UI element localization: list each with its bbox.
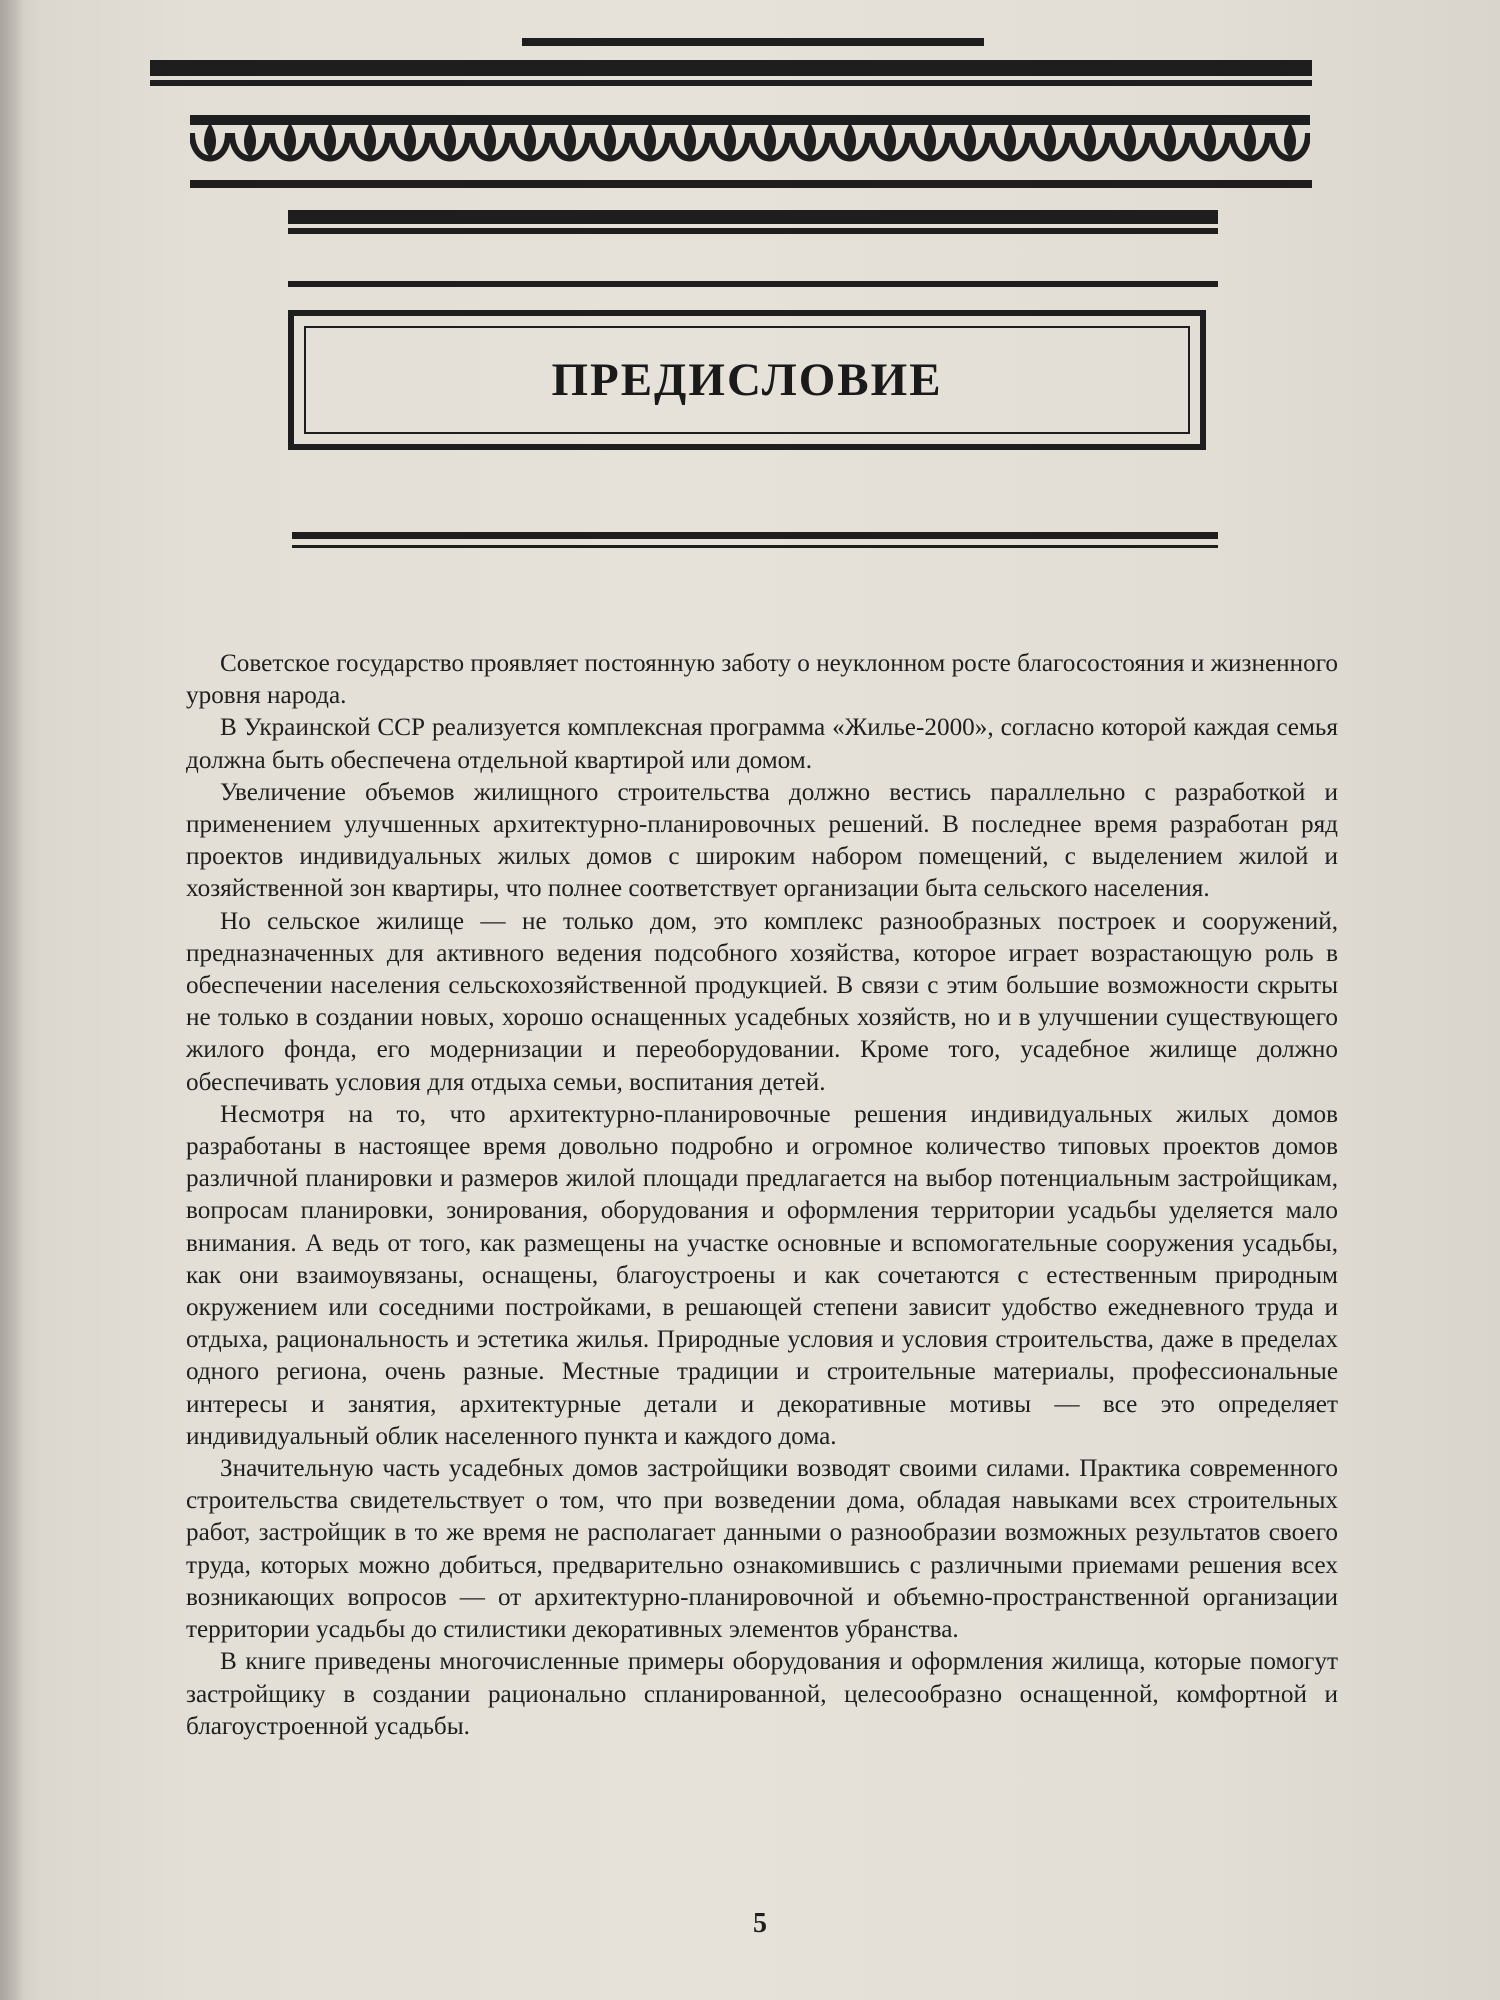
ornament-bar-mid-1	[288, 210, 1218, 224]
ornament-bar-top	[522, 38, 984, 46]
header-ornament	[0, 0, 1500, 560]
rope-ornament-icon	[190, 115, 1310, 175]
paragraph: Советское государство проявляет постоянную заботу о неуклонном росте благосостояния и жизненного уровня народа.	[186, 650, 1338, 710]
title-frame	[288, 310, 1206, 450]
paragraph: В книге приведены многочисленные примеры оборудования и оформления жилища, которые помогут застройщику в создании рационально спланированной, целесообразно оснащенной, комфортной и благоустроенной усадьбы.	[186, 1648, 1338, 1740]
divider-thin	[292, 545, 1218, 548]
ornament-bar-wide	[150, 60, 1312, 76]
ornament-bar-above-title	[288, 281, 1218, 287]
paragraph: Но сельское жилище — не только дом, это комплекс разнообразных построек и сооружений, предназначенных для активного ведения подсобного хозяйства, которое играет возрастающую роль в обеспечении населения сельскохозяйственной продукцией. В связи с этим большие возможности скрыты не только в создании новых, хорошо оснащенных усадебных хозяйств, но и в улучшении существующего жилого фонда, его модернизации и переоборудовании. Кроме того, усадебное жилище должно обеспечивать условия для отдыха семьи, воспитания детей.	[186, 907, 1338, 1096]
divider-thick	[292, 532, 1218, 539]
paragraph: Увеличение объемов жилищного строительства должно вестись параллельно с разработкой и применением улучшенных архитектурно-планировочных решений. В последнее время разработан ряд проектов индивидуальных жилых домов с широким набором помещений, с выделением жилой и хозяйственной зон квартиры, что полнее соответствует организации быта сельского населения.	[186, 778, 1338, 903]
paragraph: В Украинской ССР реализуется комплексная программа «Жилье-2000», согласно которой каждая семья должна быть обеспечена отдельной квартирой или домом.	[186, 714, 1338, 774]
paragraph: Несмотря на то, что архитектурно-планировочные решения индивидуальных жилых домов разработаны в настоящее время довольно подробно и огромное количество типовых проектов домов различной планировки и размеров жилой площади предлагается на выбор потенциальным застройщикам, вопросам планировки, зонирования, оборудования и оформления территории усадьбы уделяется мало внимания. А ведь от того, как размещены на участке основные и вспомогательные сооружения усадьбы, как они взаимоувязаны, оснащены, благоустроены и как сочетаются с естественным природным окружением или соседними постройками, в решающей степени зависит удобство ежедневного труда и отдыха, рациональность и эстетика жилья. Природные условия и условия строительства, даже в пределах одного региона, очень разные. Местные традиции и строительные материалы, профессиональные интересы и занятия, архитектурные детали и декоративные мотивы — все это определяет индивидуальный облик населенного пункта и каждого дома.	[186, 1100, 1338, 1450]
ornament-bar-below-rope	[190, 180, 1312, 188]
title-frame-inner	[304, 326, 1190, 434]
page-title: ПРЕДИСЛОВИЕ	[551, 354, 943, 406]
preface-body	[186, 648, 1338, 1743]
ornament-bar-mid-2	[288, 228, 1218, 234]
ornament-bar-wide-thin	[150, 80, 1312, 86]
page-number: 5	[753, 1908, 767, 1939]
paragraph: Значительную часть усадебных домов застройщики возводят своими силами. Практика современного строительства свидетельствует о том, что при возведении дома, обладая навыками всех строительных работ, застройщик в то же время не располагает данными о разнообразии возможных результатов своего труда, которых можно добиться, предварительно ознакомившись с различными приемами решения всех возникающих вопросов — от архитектурно-планировочной и объемно-пространственной организации территории усадьбы до стилистики декоративных элементов убранства.	[186, 1455, 1338, 1644]
